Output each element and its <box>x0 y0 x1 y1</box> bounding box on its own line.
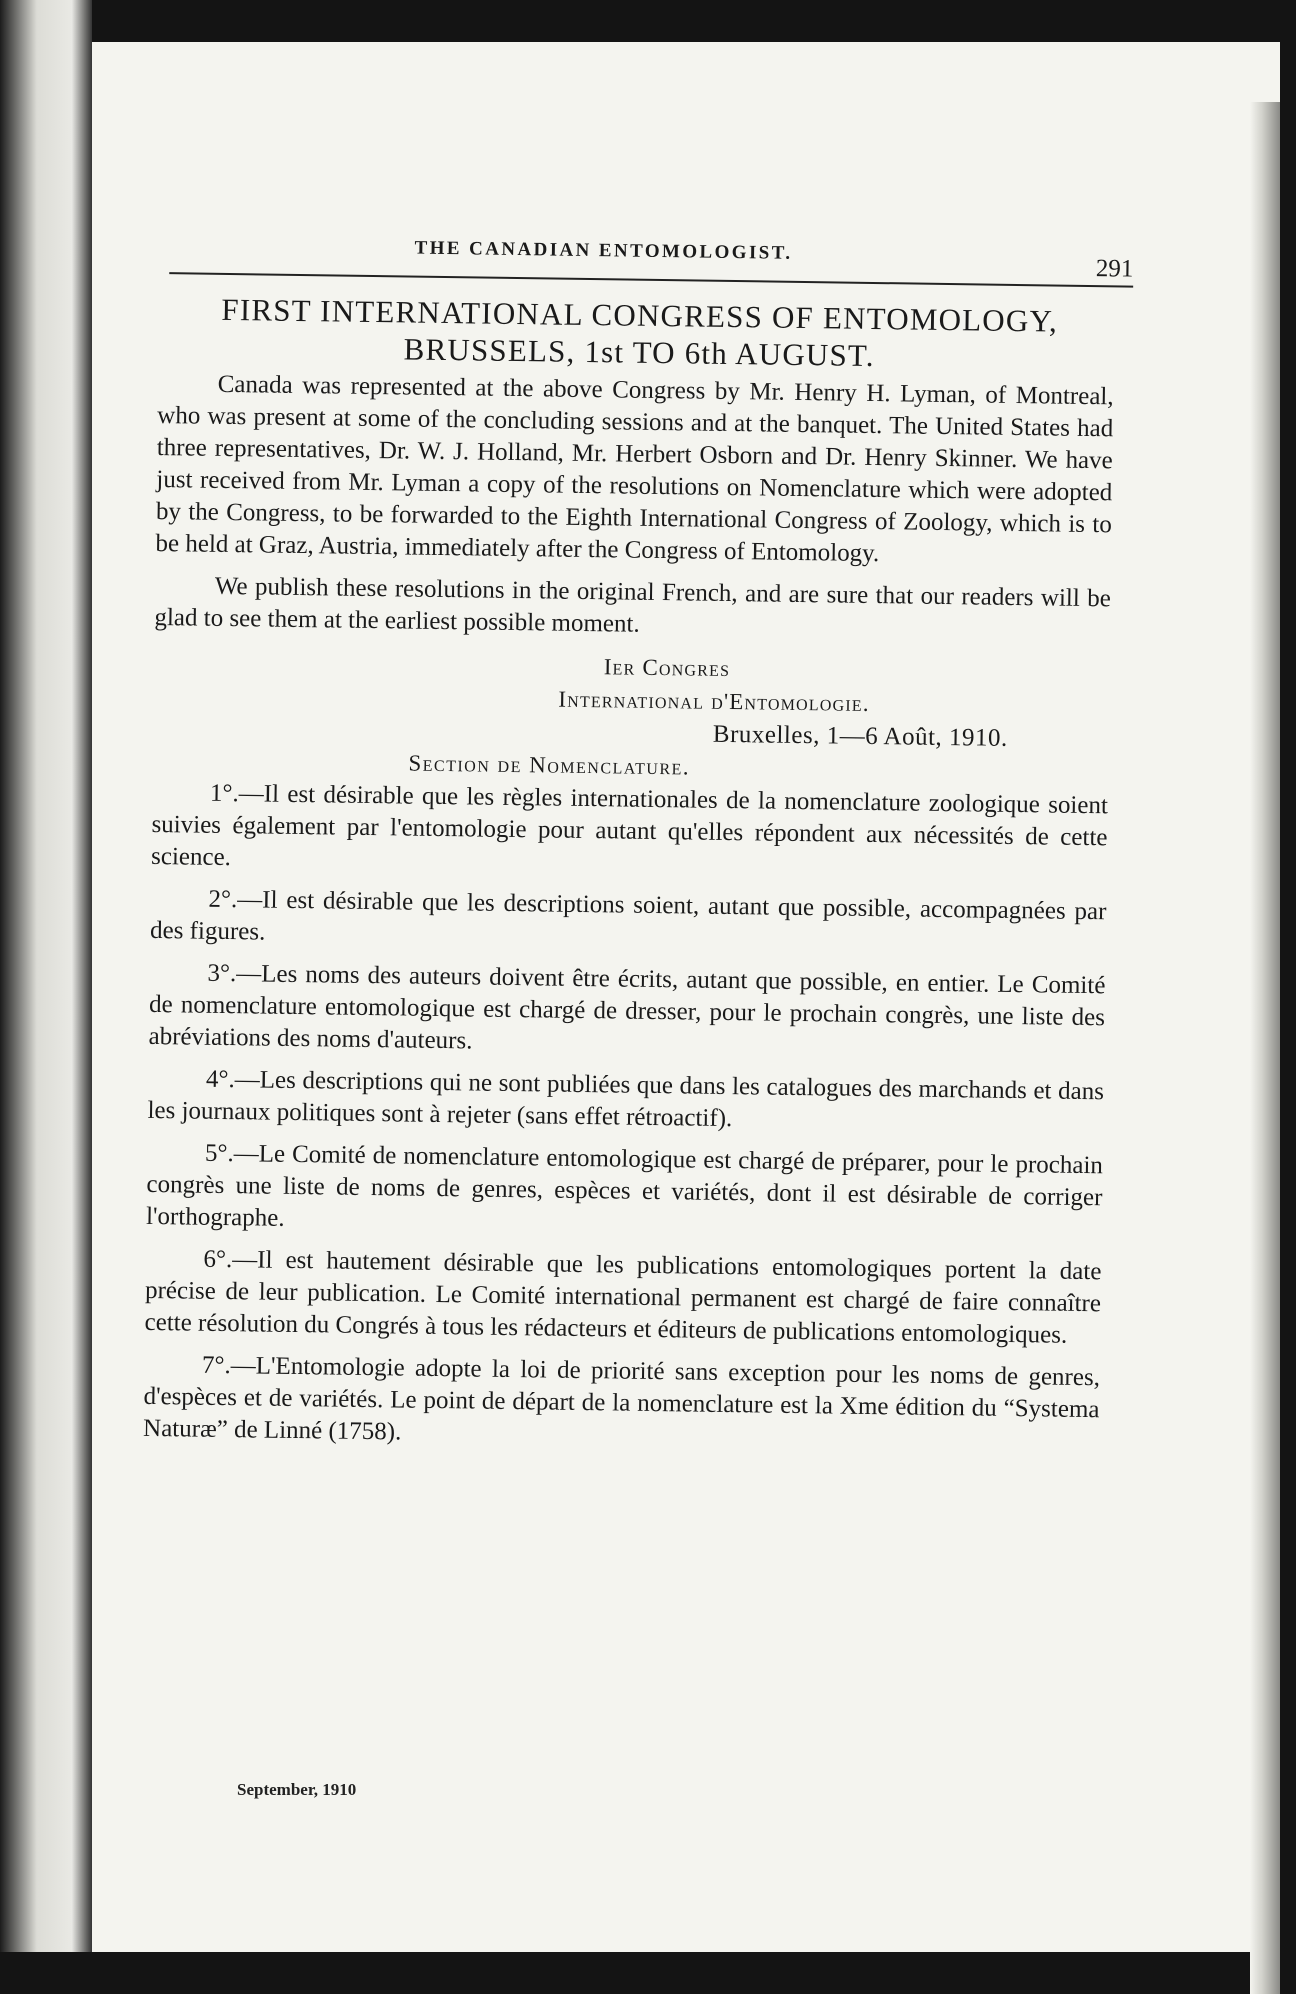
resolutions-list <box>142 777 1109 1458</box>
article-title-line-2: BRUSSELS, 1st TO 6th AUGUST. <box>403 331 876 373</box>
facing-page-edge <box>0 0 92 1952</box>
resolution-item: 4°.—Les descriptions qui ne sont publiées que dans les catalogues des marchands et dans les journaux politiques sont à rejeter (sans effet rétroactif). <box>147 1065 1105 1133</box>
section-heading: Section de Nomenclature. <box>408 750 691 780</box>
resolution-item: 7°.—L'Entomologie adopte la loi de priorité sans exception pour les noms de genres, d'espèces et de variétés. Le point de départ de la nomenclature est la Xme édition du “Systema Naturæ” de Linné (1758). <box>142 1351 1101 1446</box>
intro-paragraph-1: Canada was represented at the above Congress by Mr. Henry H. Lyman, of Montreal, who was present at some of the concluding sessions and at the banquet. The United States had three representatives, Dr. W. J. Holland, Mr. Herbert Osborn and Dr. Henry Skinner. We have just received from Mr. Lyman a copy of the resolutions on Nomenclature which were adopted by the Congress, to be forwarded to the Eighth International Congress of Zoology, which is to be held at Graz, Austria, immediately after the Congress of Entomology. <box>155 370 1114 568</box>
congress-heading-line-1: Ier Congres <box>603 654 731 682</box>
congress-heading-dateline: Bruxelles, 1—6 Août, 1910. <box>712 720 1008 752</box>
congress-heading <box>153 644 1094 756</box>
resolution-item: 5°.—Le Comité de nomenclature entomologique est chargé de préparer, pour le prochain congrès une liste de noms de genres, espèces et variétés, dont il est désirable de corriger l'orthographe. <box>145 1139 1104 1232</box>
text-block <box>142 220 1134 1458</box>
resolution-item: 3°.—Les noms des auteurs doivent être écrits, autant que possible, en entier. Le Comité de nomenclature entomologique est chargé de dresser, pour le prochain congrès, une liste des abréviations des noms d'auteurs. <box>148 959 1106 1055</box>
article-title-line-1: FIRST INTERNATIONAL CONGRESS OF ENTOMOLOGY, <box>221 291 1059 339</box>
footer-date: September, 1910 <box>237 1780 357 1799</box>
resolution-item: 1°.—Il est désirable que les règles internationales de la nomenclature zoologique soient suivies également par l'entomologie pour autant qu'elles répondent aux nécessités de cette science. <box>150 779 1109 872</box>
congress-heading-line-2: International d'Entomologie. <box>558 686 871 716</box>
resolution-item: 6°.—Il est hautement désirable que les publications entomologiques portent la date précise de leur publication. Le Comité international permanent est chargé de faire connaître cette résolution du Congrés à tous les rédacteurs et éditeurs de publications entomologiques. <box>144 1245 1102 1349</box>
running-title: THE CANADIAN ENTOMOLOGIST. <box>414 237 793 264</box>
resolution-item: 2°.—Il est désirable que les descriptions soient, autant que possible, accompagnées par des figures. <box>149 885 1107 946</box>
page-number: 291 <box>1095 255 1134 283</box>
page-edge-shadow <box>1250 102 1280 1994</box>
page <box>92 42 1280 1952</box>
intro-paragraph-2: We publish these resolutions in the original French, and are sure that our readers will be glad to see them at the earliest possible moment. <box>154 572 1111 638</box>
article-title <box>158 290 1121 377</box>
